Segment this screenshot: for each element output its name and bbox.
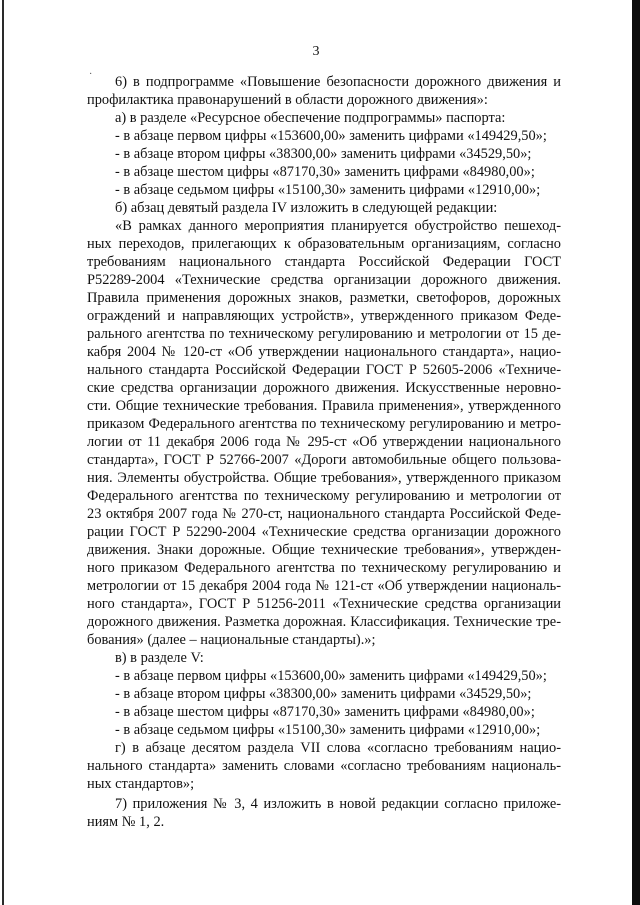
- paragraph-subprogram-6: 6) в подпрограмме «Повышение безопасности дорожного движения и профилактика правонарушений в области дорожного движения»:: [87, 74, 561, 108]
- paragraph-a-sixth: - в абзаце шестом цифры «87170,30» заменить цифрами «84980,00»;: [115, 164, 535, 180]
- paragraph-a-first: - в абзаце первом цифры «153600,00» заменить цифрами «149429,50»;: [115, 128, 547, 144]
- paragraph-a-second: - в абзаце втором цифры «38300,00» заменить цифрами «34529,50»;: [115, 146, 532, 162]
- margin-mark: ·: [89, 69, 93, 80]
- paragraph-item-v: в) в разделе V:: [115, 650, 204, 666]
- paragraph-item-b: б) абзац девятый раздела IV изложить в следующей редакции:: [115, 200, 498, 216]
- page-number: 3: [312, 44, 320, 59]
- paragraph-v-sixth: - в абзаце шестом цифры «87170,30» заменить цифрами «84980,00»;: [115, 704, 535, 720]
- paragraph-v-seventh: - в абзаце седьмом цифры «15100,30» заменить цифрами «12910,00»;: [115, 722, 541, 738]
- paragraph-appendices-7: 7) приложения № 3, 4 изложить в новой редакции согласно приложениям № 1, 2.: [87, 796, 561, 830]
- paragraph-v-second: - в абзаце втором цифры «38300,00» заменить цифрами «34529,50»;: [115, 686, 532, 702]
- paragraph-a-seventh: - в абзаце седьмом цифры «15100,30» заменить цифрами «12910,00»;: [115, 182, 541, 198]
- paragraph-item-g: г) в абзаце десятом раздела VII слова «согласно требованиям национального стандарта» заменить словами «согласно требованиям национальных стандартов»;: [87, 740, 561, 792]
- scan-left-edge: [2, 0, 4, 905]
- paragraph-v-first: - в абзаце первом цифры «153600,00» заменить цифрами «149429,50»;: [115, 668, 547, 684]
- scan-right-edge: [632, 0, 640, 905]
- paragraph-item-a: а) в разделе «Ресурсное обеспечение подпрограммы» паспорта:: [115, 110, 506, 126]
- paragraph-quote-standards: «В рамках данного мероприятия планируется обустройство пешеходных переходов, прилегающих к образовательным организациям, согласно требованиям национального стандарта Российской Федерации ГОСТ Р52289-2004 «Технические средства организации дорожного движения. Правила применения дорожных знаков, разметки, светофоров, дорожных ограждений и направляющих устройств», утвержденного приказом Федерального агентства по техническому регулированию и метрологии от 15 декабря 2004 № 120-ст «Об утверждении национального стандарта», национального стандарта Российской Федерации ГОСТ Р 52605-2006 «Технические средства организации дорожного движения. Искусственные неровности. Общие технические требования. Правила применения», утвержденного приказом Федерального агентства по техническому регулированию и метрологии от 11 декабря 2006 года № 295-ст «Об утверждении национального стандарта», ГОСТ Р 52766-2007 «Дороги автомобильные общего пользования. Элементы обустройства. Общие требования», утвержденного приказом Федерального агентства по техническому регулированию и метрологии от 23 октября 2007 года № 270-ст, национального стандарта Российской Федерации ГОСТ Р 52290-2004 «Технические средства организации дорожного движения. Знаки дорожные. Общие технические требования», утвержденного приказом Федерального агентства по техническому регулированию и метрологии от 15 декабря 2004 года № 121-ст «Об утверждении национального стандарта», ГОСТ Р 51256-2011 «Технические средства организации дорожного движения. Разметка дорожная. Классификация. Технические требования» (далее – национальные стандарты).»;: [87, 218, 561, 648]
- document-body: [87, 73, 561, 831]
